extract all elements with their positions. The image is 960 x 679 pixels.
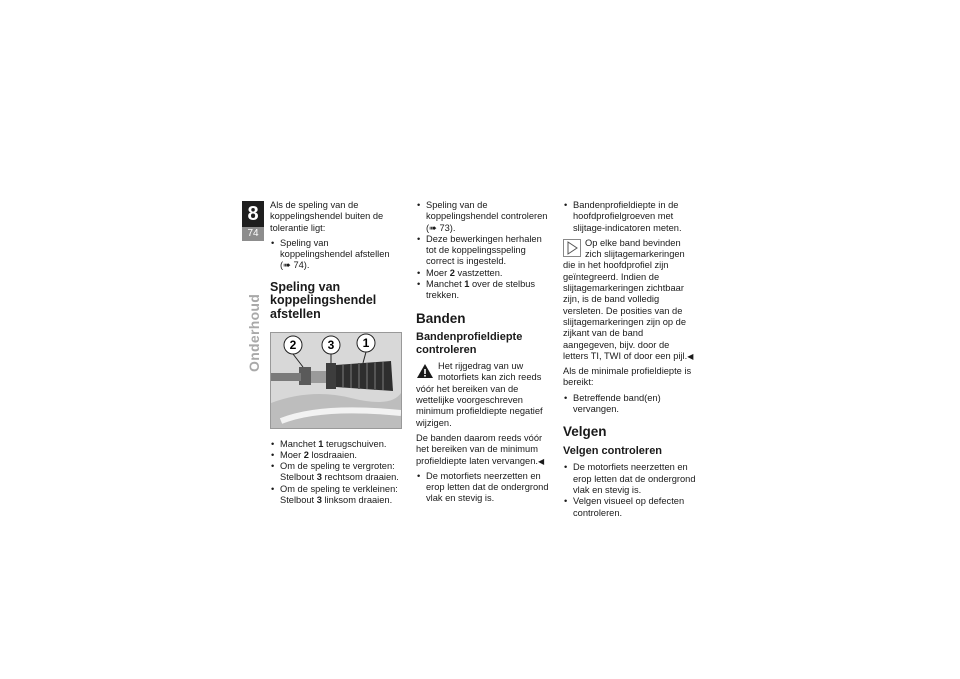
step-list [563,200,697,234]
column-1 [270,200,402,510]
list-item: • Om de speling te vergroten: Stelbout 3 rechtsom draaien. [270,461,402,484]
list-item: • Bandenprofieldiepte in de hoofdprofielgroeven met slijtage-indicatoren meten. [563,200,697,234]
section-heading: Speling van koppelingshendel afstellen [270,279,377,321]
list-item: • Deze bewerkingen herhalen tot de koppelingsspeling correct is ingesteld. [416,234,550,268]
warning-text: Het rijgedrag van uw motorfiets kan zich reeds vóór het bereiken van de wettelijke voorgeschreven minimum profieldiepte negatief wijzigen. [416,361,543,428]
end-mark: ◀ [537,456,545,466]
callout-1: 1 [362,336,370,351]
list-item: • Moer 2 losdraaien. [270,450,402,461]
subsection-heading: Bandenprofieldiepte controleren [416,331,523,356]
step-list [563,393,697,416]
note-text: Op elke band bevinden zich slijtagemarkeringen die in het hoofdprofiel zijn geïntegreerd. Indien de slijtagemarkeringen zichtbaar zijn, is de band volledig versleten. De posities van de slijtagemarkeringen zijn op de zijkant van de band aangegeven, bijv. door de letters TI, TWI of door een pijl.◀ [563,237,694,361]
page-number: 74 [242,227,264,241]
step-list [416,200,550,302]
chapter-title: Onderhoud [246,293,262,372]
list-item: • Om de speling te verkleinen: Stelbout 3 linksom draaien. [270,484,402,507]
warning-icon [416,362,434,380]
callout-2: 2 [289,338,297,353]
section-heading: Velgen [563,424,607,440]
section-heading: Banden [416,310,466,326]
step-list [270,439,402,507]
list-item: • Betreffende band(en) vervangen. [563,393,697,416]
note-triangle-icon [563,239,581,257]
step-list [563,462,697,518]
min-depth-text: Als de minimale profieldiepte is bereikt: [563,366,692,388]
list-item: • Manchet 1 over de stelbus trekken. [416,279,550,302]
end-mark: ◀ [687,351,694,361]
step-list [416,471,550,505]
column-2 [416,200,550,509]
list-item: • Speling van koppelingshendel afstellen (➠ 74). [270,238,402,272]
list-item: • Velgen visueel op defecten controleren. [563,496,697,519]
column-3 [563,200,697,523]
list-item: • Manchet 1 terugschuiven. [270,439,402,450]
intro-text: Als de speling van de koppelingshendel buiten de tolerantie ligt: [270,200,384,233]
intro-list [270,238,402,272]
list-item: • De motorfiets neerzetten en erop letten dat de ondergrond vlak en stevig is. [416,471,550,505]
clutch-lever-figure [270,332,402,429]
warning-notice [416,361,550,467]
info-notice [563,238,697,362]
warning-text-2: De banden daarom reeds vóór het bereiken van de minimum profieldiepte laten vervangen.◀ [416,432,545,466]
callout-3: 3 [327,338,335,353]
list-item: • Moer 2 vastzetten. [416,268,550,279]
chapter-number: 8 [242,201,264,227]
list-item: • Speling van de koppelingshendel controleren (➠ 73). [416,200,550,234]
list-item: • De motorfiets neerzetten en erop letten dat de ondergrond vlak en stevig is. [563,462,697,496]
subsection-heading: Velgen controleren [563,444,663,457]
